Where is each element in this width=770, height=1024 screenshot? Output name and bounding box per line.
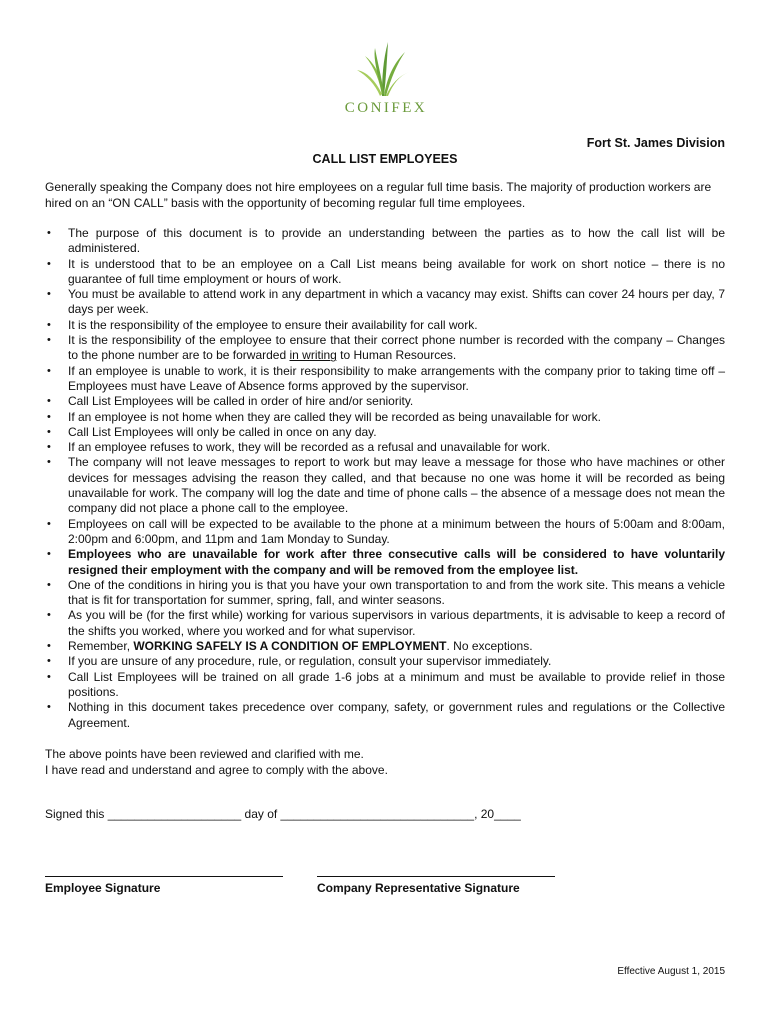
- bullet-icon: •: [47, 395, 51, 408]
- bullet-icon: •: [47, 578, 51, 591]
- logo-wordmark: CONIFEX: [344, 100, 428, 116]
- list-item-text: The company will not leave messages to report to work but may leave a message for those who have machines or other devices for messages advising the reason they called, and that because no one was home it will be recorded as being unavailable for work. The company will log the date and time of phone calls – the absence of a message does not mean the company did not place a phone call to the employee.: [68, 455, 725, 516]
- list-item: [45, 578, 725, 609]
- bullet-icon: •: [47, 640, 51, 653]
- list-item-text: WORKING SAFELY IS A CONDITION OF EMPLOYMENT: [133, 639, 447, 654]
- bullet-icon: •: [47, 456, 51, 469]
- acknowledgement-line: The above points have been reviewed and clarified with me.: [45, 747, 364, 761]
- signature-line: [45, 866, 283, 877]
- list-item: [45, 455, 725, 516]
- tree-logo-icon: [353, 38, 411, 98]
- bullet-icon: •: [47, 257, 51, 270]
- bullet-icon: •: [47, 288, 51, 301]
- list-item-text: Employees who are unavailable for work after three consecutive calls will be considered to have voluntarily resigned their employment with the company and will be removed from the employee list.: [68, 547, 725, 577]
- list-item-text: The purpose of this document is to provide an understanding between the parties as to how the call list will be administered.: [68, 226, 725, 256]
- bullet-icon: •: [47, 227, 51, 239]
- bullet-icon: •: [47, 334, 51, 347]
- list-item-text: Call List Employees will be trained on all grade 1-6 jobs at a minimum and must be available to provide relief in those positions.: [68, 669, 725, 699]
- list-item-text: Call List Employees will only be called in once on any day.: [68, 424, 377, 439]
- list-item-text: It is the responsibility of the employee to ensure that their correct phone number is recorded with the company – Changes to the phone number are to be forwarded: [68, 333, 725, 363]
- effective-date: Effective August 1, 2015: [617, 966, 725, 977]
- list-item: [45, 639, 725, 654]
- bullet-icon: •: [47, 548, 51, 561]
- company-signature-label: Company Representative Signature: [317, 881, 520, 895]
- policy-list: [45, 226, 725, 731]
- division-name: Fort St. James Division: [586, 136, 725, 150]
- acknowledgement: [45, 746, 388, 778]
- bullet-icon: •: [47, 425, 51, 438]
- list-item: [45, 547, 725, 578]
- list-item: [45, 410, 725, 425]
- list-item-text: If an employee refuses to work, they will be recorded as a refusal and unavailable for work.: [68, 440, 551, 455]
- employee-signature-label: Employee Signature: [45, 881, 161, 895]
- signed-date-line: Signed this ____________________ day of _____________________________, 20____: [45, 807, 521, 821]
- list-item-text: Employees on call will be expected to be available to the phone at a minimum between the hours of 5:00am and 8:00am, 2:00pm and 6:00pm, and 11pm and 1am Monday to Sunday.: [68, 516, 725, 546]
- acknowledgement-line: I have read and understand and agree to comply with the above.: [45, 763, 388, 777]
- list-item: [45, 608, 725, 639]
- list-item: [45, 287, 725, 318]
- bullet-icon: •: [47, 441, 51, 454]
- list-item-text: If an employee is not home when they are called they will be recorded as being unavailable for work.: [68, 409, 601, 424]
- bullet-icon: •: [47, 701, 51, 714]
- document-title: CALL LIST EMPLOYEES: [312, 152, 458, 166]
- list-item: [45, 517, 725, 548]
- employee-signature-block: [45, 866, 283, 895]
- bullet-icon: •: [47, 609, 51, 622]
- list-item-text: It is the responsibility of the employee to ensure their availability for call work.: [68, 317, 478, 332]
- list-item: [45, 226, 725, 257]
- company-signature-block: [317, 866, 555, 895]
- bullet-icon: •: [47, 364, 51, 377]
- bullet-icon: •: [47, 670, 51, 683]
- list-item-text: Nothing in this document takes precedence over company, safety, or government rules and regulations or the Collective Agreement.: [68, 700, 725, 730]
- list-item: [45, 440, 725, 455]
- list-item: [45, 700, 725, 731]
- bullet-icon: •: [47, 318, 51, 331]
- company-logo: [340, 38, 432, 120]
- bullet-icon: •: [47, 517, 51, 530]
- list-item-text: You must be available to attend work in any department in which a vacancy may exist. Shifts can cover 24 hours per day, 7 days per week.: [68, 287, 725, 317]
- signature-line: [317, 866, 555, 877]
- list-item: [45, 333, 725, 364]
- list-item: [45, 364, 725, 395]
- list-item-text: in writing: [289, 348, 337, 363]
- list-item-text: Call List Employees will be called in order of hire and/or seniority.: [68, 394, 414, 409]
- list-item-text: to Human Resources.: [336, 348, 457, 363]
- list-item-text: As you will be (for the first while) working for various supervisors in various departments, it is advisable to keep a record of the shifts you worked, where you worked and for what supervisor.: [68, 608, 725, 638]
- list-item: [45, 318, 725, 333]
- bullet-icon: •: [47, 410, 51, 423]
- list-item-text: It is understood that to be an employee on a Call List means being available for work on short notice – there is no guarantee of full time employment or hours of work.: [68, 256, 725, 286]
- list-item: [45, 394, 725, 409]
- list-item-text: If you are unsure of any procedure, rule, or regulation, consult your supervisor immediately.: [68, 654, 552, 669]
- list-item: [45, 257, 725, 288]
- intro-paragraph: Generally speaking the Company does not hire employees on a regular full time basis. The majority of production workers are hired on an “ON CALL” basis with the opportunity of becoming regular full time employees.: [45, 180, 712, 210]
- list-item-text: Remember,: [68, 639, 134, 654]
- list-item: [45, 654, 725, 669]
- bullet-icon: •: [47, 655, 51, 668]
- list-item-text: . No exceptions.: [446, 639, 533, 654]
- list-item: [45, 425, 725, 440]
- list-item: [45, 670, 725, 701]
- list-item-text: If an employee is unable to work, it is their responsibility to make arrangements with the company prior to taking time off – Employees must have Leave of Absence forms approved by the supervisor.: [68, 363, 725, 393]
- list-item-text: One of the conditions in hiring you is that you have your own transportation to and from the work site. This means a vehicle that is fit for transportation for summer, spring, fall, and winter seasons.: [68, 577, 725, 608]
